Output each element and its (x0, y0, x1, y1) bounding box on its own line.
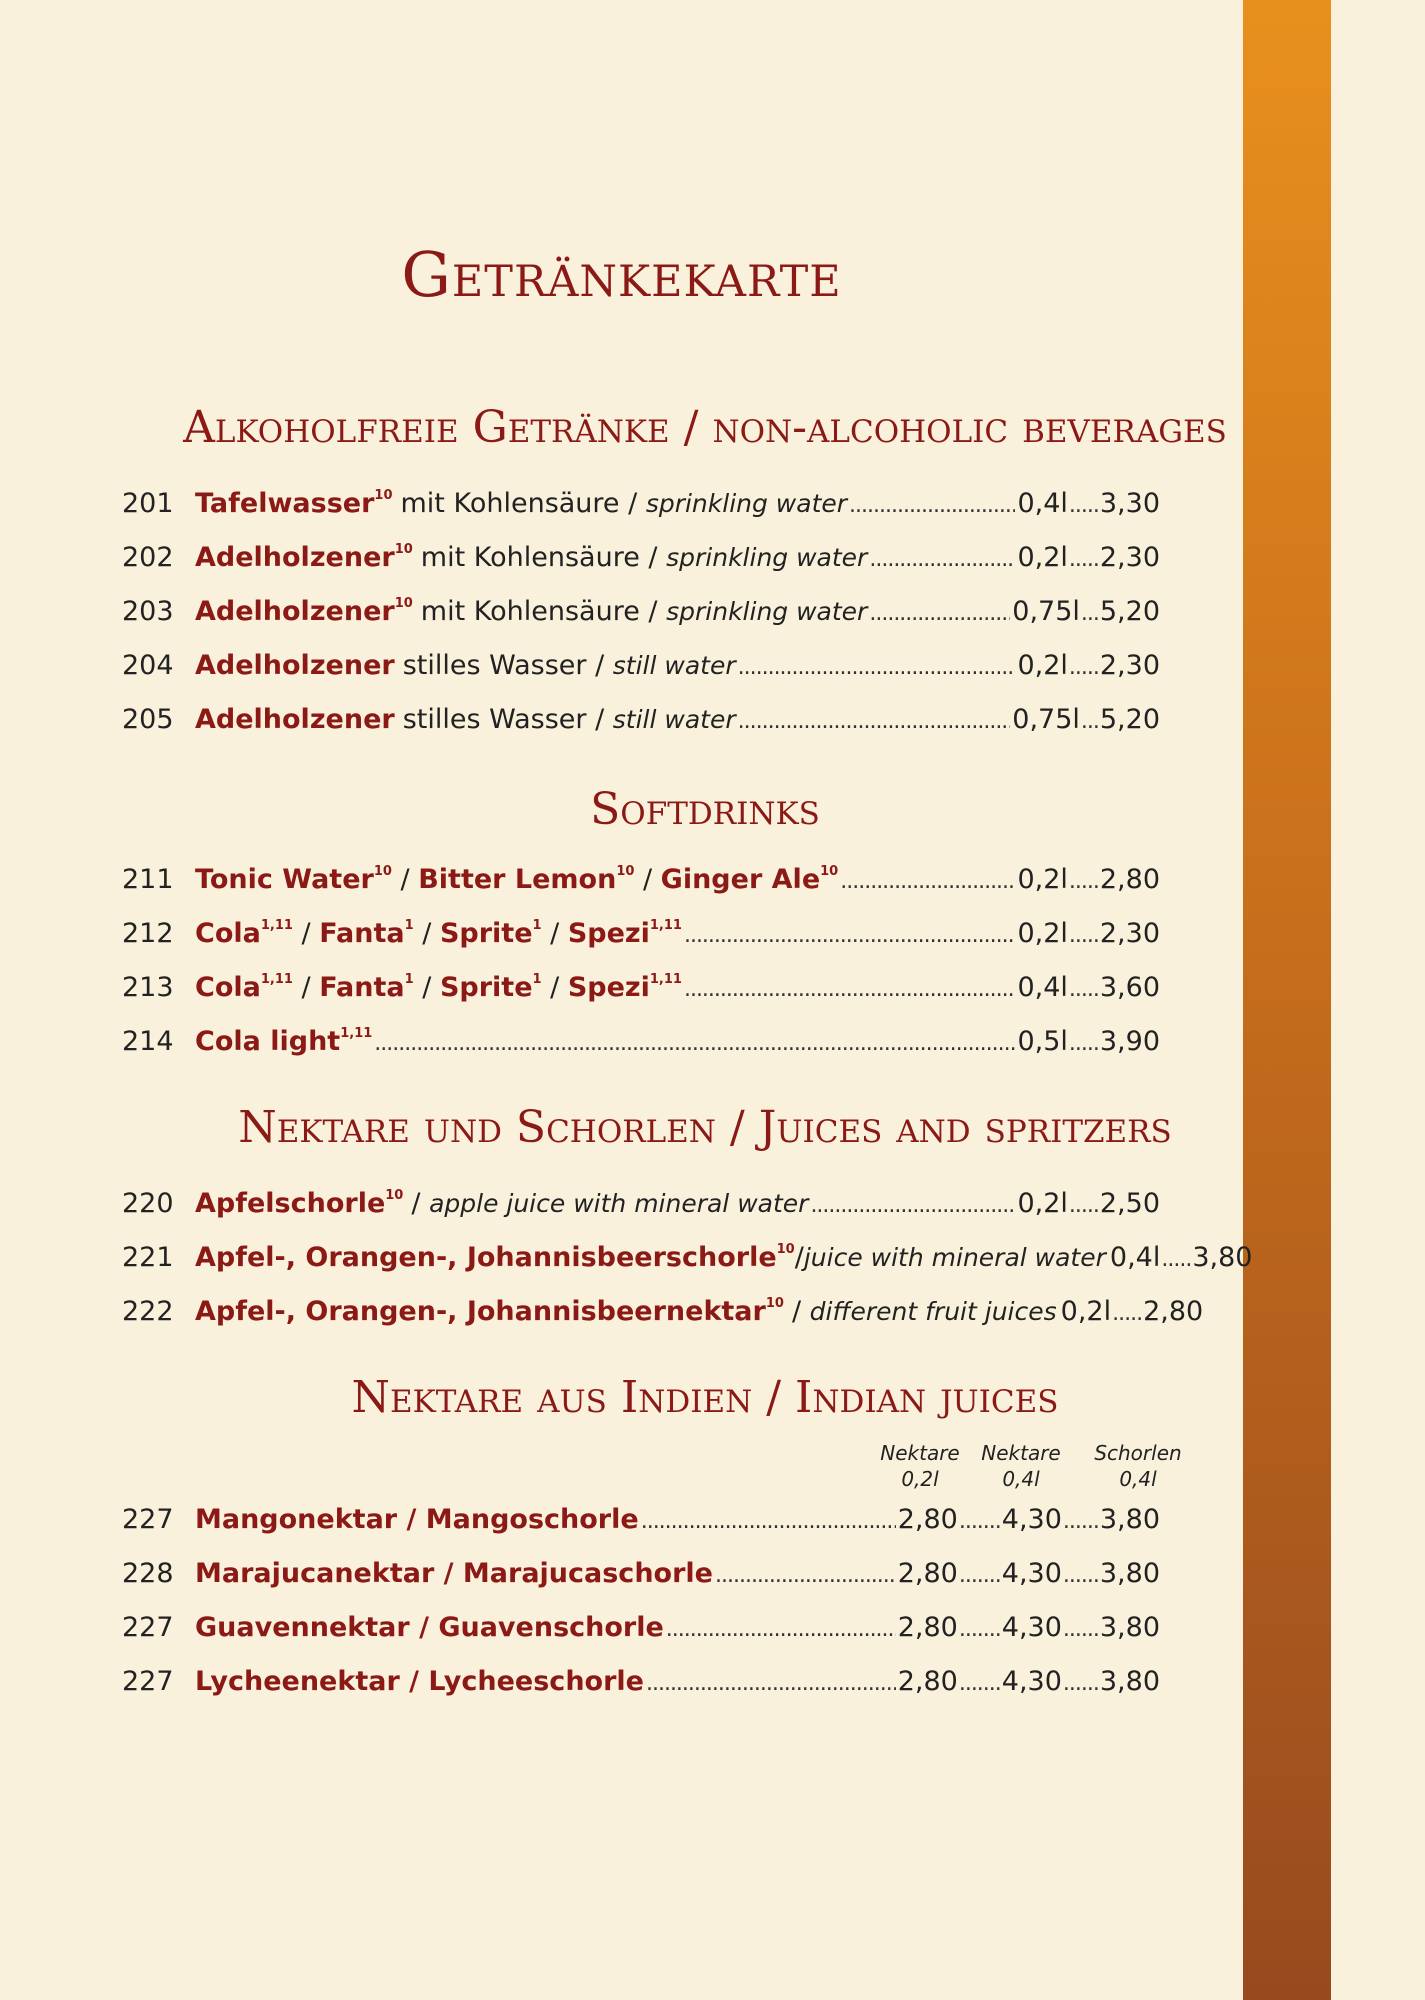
dot-leader: ....... (958, 1563, 1001, 1588)
item-volume: 0,4l (1017, 488, 1068, 519)
dot-leader (840, 869, 1015, 894)
menu-item (122, 864, 1160, 904)
item-number: 212 (122, 918, 174, 949)
item-price: 3,90 (1099, 1026, 1160, 1057)
item-number: 222 (122, 1296, 174, 1327)
item-number: 201 (122, 488, 174, 519)
item-description: / different fruit juices (791, 1296, 1057, 1327)
dot-leader: ....... (958, 1509, 1001, 1534)
item-volume: 0,75l (1012, 704, 1080, 735)
item-name: Marajucanektar / Marajucaschorle (195, 1558, 713, 1589)
dot-leader: ..... (1068, 1193, 1099, 1218)
page-title: Getränkekarte (401, 238, 842, 311)
dot-leader: ..... (1068, 977, 1099, 1002)
column-header-nektare-small: Nektare 0,2l (880, 1441, 960, 1491)
item-description: stilles Wasser / still water (402, 704, 736, 735)
column-header-nektare-large: Nektare 0,4l (981, 1441, 1061, 1491)
item-price-nektare-large: 4,30 (1001, 1666, 1062, 1697)
dot-leader: ....... (958, 1617, 1001, 1642)
item-name: Cola$^{1,11}$ / Fanta$^1$ / Sprite$^1$ / Spezi$^{1,11}$ (195, 918, 682, 949)
menu-item (122, 650, 1160, 690)
item-number: 221 (122, 1242, 174, 1273)
item-price: 2,30 (1099, 542, 1160, 573)
item-name: Cola$^{1,11}$ / Fanta$^1$ / Sprite$^1$ / Spezi$^{1,11}$ (195, 972, 682, 1003)
dot-leader: ... (1080, 709, 1099, 734)
item-name: Adelholzener$^{10}$ (195, 542, 413, 573)
item-volume: 0,4l (1017, 972, 1068, 1003)
menu-item (122, 1612, 1160, 1652)
dot-leader (715, 1563, 896, 1588)
item-name: Cola light$^{1,11}$ (195, 1026, 373, 1057)
dot-leader: ..... (1112, 1301, 1143, 1326)
menu-item (122, 1296, 1204, 1336)
item-number: 214 (122, 1026, 174, 1057)
item-price-nektare-small: 2,80 (897, 1666, 958, 1697)
dot-leader (869, 601, 1010, 626)
item-price-nektare-large: 4,30 (1001, 1612, 1062, 1643)
item-name: Guavennektar / Guavenschorle (195, 1612, 664, 1643)
item-description: stilles Wasser / still water (402, 650, 736, 681)
dot-leader (646, 1671, 896, 1696)
item-volume: 0,5l (1017, 1026, 1068, 1057)
item-number: 227 (122, 1666, 174, 1697)
item-volume: 0,75l (1012, 596, 1080, 627)
item-number: 202 (122, 542, 174, 573)
item-volume: 0,2l (1017, 650, 1068, 681)
item-price: 5,20 (1099, 596, 1160, 627)
item-name: Tonic Water$^{10}$ / Bitter Lemon$^{10}$ / Ginger Ale$^{10}$ (195, 864, 839, 895)
item-price-nektare-small: 2,80 (897, 1504, 958, 1535)
item-price-nektare-small: 2,80 (897, 1558, 958, 1589)
dot-leader: ...... (1062, 1563, 1099, 1588)
item-price: 2,50 (1099, 1188, 1160, 1219)
dot-leader: ..... (1068, 1031, 1099, 1056)
menu-item (122, 1504, 1160, 1544)
item-number: 213 (122, 972, 174, 1003)
dot-leader (684, 977, 1016, 1002)
dot-leader: ....... (958, 1671, 1001, 1696)
dot-leader (738, 655, 1016, 680)
item-number: 203 (122, 596, 174, 627)
item-price: 2,30 (1099, 918, 1160, 949)
menu-item (122, 704, 1160, 744)
menu-item (122, 1558, 1160, 1598)
item-name: Mangonektar / Mangoschorle (195, 1504, 639, 1535)
dot-leader (810, 1193, 1015, 1218)
dot-leader: ..... (1068, 923, 1099, 948)
dot-leader: ..... (1068, 493, 1099, 518)
item-description: / apple juice with mineral water (411, 1188, 809, 1219)
decorative-side-bar (1243, 0, 1331, 2000)
item-number: 227 (122, 1504, 174, 1535)
item-price-schorlen: 3,80 (1099, 1612, 1160, 1643)
item-description: /juice with mineral water (794, 1242, 1106, 1273)
menu-item (122, 1666, 1160, 1706)
item-volume: 0,2l (1017, 1188, 1068, 1219)
item-name: Lycheenektar / Lycheeschorle (195, 1666, 644, 1697)
section-heading-non-alcoholic: Alkoholfreie Getränke / non-alcoholic beverages (183, 402, 1227, 453)
item-volume: 0,2l (1017, 918, 1068, 949)
dot-leader (738, 709, 1011, 734)
item-price-nektare-large: 4,30 (1001, 1558, 1062, 1589)
item-price-schorlen: 3,80 (1099, 1666, 1160, 1697)
dot-leader: ..... (1068, 547, 1099, 572)
item-price: 5,20 (1099, 704, 1160, 735)
item-volume: 0,2l (1017, 864, 1068, 895)
dot-leader: ...... (1062, 1671, 1099, 1696)
dot-leader (374, 1031, 1015, 1056)
menu-item (122, 1026, 1160, 1066)
item-price: 3,60 (1099, 972, 1160, 1003)
dot-leader: ...... (1062, 1509, 1099, 1534)
item-name: Apfel-, Orangen-, Johannisbeernektar$^{10}$ (195, 1296, 784, 1327)
item-price: 3,30 (1099, 488, 1160, 519)
allergen-note: 10 (394, 596, 413, 611)
section-heading-juices: Nektare und Schorlen / Juices and spritzers (238, 1102, 1172, 1153)
menu-item (122, 542, 1160, 582)
column-header-schorlen: Schorlen 0,4l (1094, 1441, 1182, 1491)
item-volume: 0,2l (1060, 1296, 1112, 1327)
dot-leader (666, 1617, 896, 1642)
item-description: mit Kohlensäure / sprinkling water (420, 596, 868, 627)
item-number: 228 (122, 1558, 174, 1589)
dot-leader: ..... (1161, 1247, 1192, 1272)
item-name: Apfel-, Orangen-, Johannisbeerschorle$^{10}$ (195, 1242, 795, 1273)
item-volume: 0,4l (1109, 1242, 1161, 1273)
item-price-nektare-large: 4,30 (1001, 1504, 1062, 1535)
item-name: Adelholzener (195, 704, 395, 735)
item-price: 2,80 (1099, 864, 1160, 895)
allergen-note: 10 (394, 542, 413, 557)
dot-leader: ..... (1068, 869, 1099, 894)
item-number: 204 (122, 650, 174, 681)
item-price-nektare-small: 2,80 (897, 1612, 958, 1643)
item-description: mit Kohlensäure / sprinkling water (420, 542, 868, 573)
section-heading-indian-juices: Nektare aus Indien / Indian juices (351, 1372, 1059, 1423)
dot-leader: ... (1080, 601, 1099, 626)
item-price-schorlen: 3,80 (1099, 1504, 1160, 1535)
item-price-schorlen: 3,80 (1099, 1558, 1160, 1589)
item-description: mit Kohlensäure / sprinkling water (400, 488, 848, 519)
menu-item (122, 918, 1160, 958)
item-price: 2,80 (1143, 1296, 1204, 1327)
allergen-note: 10 (374, 488, 393, 503)
menu-item (122, 1242, 1253, 1282)
item-name: Tafelwasser$^{10}$ (195, 488, 393, 519)
item-name: Adelholzener (195, 650, 395, 681)
menu-item (122, 488, 1160, 528)
item-number: 205 (122, 704, 174, 735)
dot-leader: ..... (1068, 655, 1099, 680)
dot-leader: ...... (1062, 1617, 1099, 1642)
dot-leader (869, 547, 1015, 572)
menu-item (122, 972, 1160, 1012)
item-price: 2,30 (1099, 650, 1160, 681)
menu-item (122, 1188, 1160, 1228)
dot-leader (641, 1509, 896, 1534)
section-heading-softdrinks: Softdrinks (590, 784, 820, 835)
menu-item (122, 596, 1160, 636)
dot-leader (684, 923, 1016, 948)
dot-leader (849, 493, 1015, 518)
item-number: 220 (122, 1188, 174, 1219)
item-number: 227 (122, 1612, 174, 1643)
item-volume: 0,2l (1017, 542, 1068, 573)
item-price: 3,80 (1192, 1242, 1253, 1273)
item-name: Apfelschorle$^{10}$ (195, 1188, 404, 1219)
item-name: Adelholzener$^{10}$ (195, 596, 413, 627)
item-number: 211 (122, 864, 174, 895)
